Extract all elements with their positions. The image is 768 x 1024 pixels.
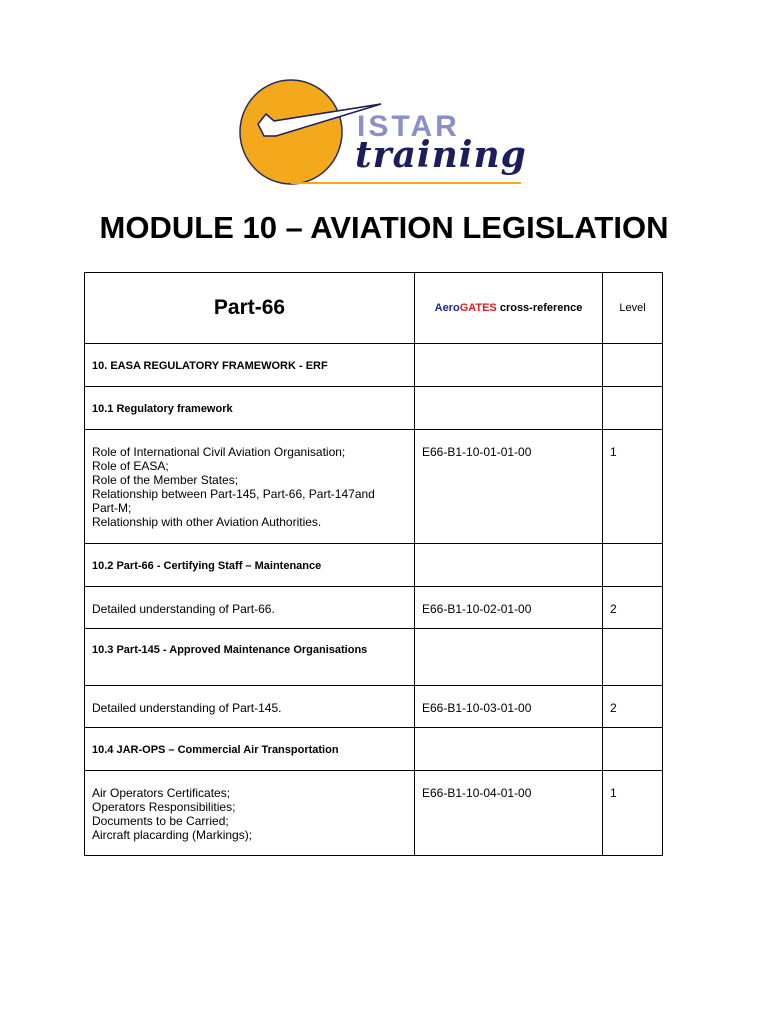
cross-reference-cell xyxy=(415,344,603,387)
section-title: 10.4 JAR-OPS – Commercial Air Transportation xyxy=(85,728,415,771)
topic-line: Documents to be Carried; xyxy=(92,814,229,828)
page-title: MODULE 10 – AVIATION LEGISLATION xyxy=(99,210,669,245)
topic-line: Relationship with other Aviation Authorities. xyxy=(92,515,322,529)
section-title: 10. EASA REGULATORY FRAMEWORK - ERF xyxy=(85,344,415,387)
level-cell xyxy=(603,387,663,430)
cross-reference-cell xyxy=(415,387,603,430)
header-xref-rest: cross-reference xyxy=(496,302,583,314)
level-cell: 2 xyxy=(603,686,663,728)
topic-description xyxy=(85,587,415,629)
section-row xyxy=(85,387,663,430)
topic-description xyxy=(85,686,415,728)
topic-line: Role of International Civil Aviation Organisation; xyxy=(92,445,346,459)
level-cell: 2 xyxy=(603,587,663,629)
topic-line: Air Operators Certificates; xyxy=(92,786,231,800)
syllabus-table xyxy=(84,272,663,856)
header-part: Part-66 xyxy=(85,273,415,344)
section-row xyxy=(85,544,663,587)
section-row xyxy=(85,728,663,771)
table-row xyxy=(85,430,663,544)
cross-reference-cell xyxy=(415,544,603,587)
table-row xyxy=(85,686,663,728)
cross-reference-cell: E66-B1-10-04-01-00 xyxy=(415,771,603,856)
cross-reference-cell xyxy=(415,629,603,686)
topic-description xyxy=(85,430,415,544)
header-level: Level xyxy=(603,273,663,344)
topic-description xyxy=(85,771,415,856)
table-header-row xyxy=(85,273,663,344)
section-row xyxy=(85,629,663,686)
cross-reference-cell: E66-B1-10-03-01-00 xyxy=(415,686,603,728)
level-cell: 1 xyxy=(603,771,663,856)
logo-training-text: training xyxy=(355,134,527,176)
table-row xyxy=(85,587,663,629)
header-gates: GATES xyxy=(459,302,497,314)
topic-line: Detailed understanding of Part-145. xyxy=(92,701,282,715)
level-cell: 1 xyxy=(603,430,663,544)
level-cell xyxy=(603,544,663,587)
cross-reference-cell: E66-B1-10-02-01-00 xyxy=(415,587,603,629)
topic-line: Detailed understanding of Part-66. xyxy=(92,602,275,616)
section-row xyxy=(85,344,663,387)
topic-line: Part-M; xyxy=(92,501,132,515)
topic-line: Relationship between Part-145, Part-66, Part-147and xyxy=(92,487,375,501)
topic-line: Aircraft placarding (Markings); xyxy=(92,828,253,842)
logo-istar-text: ISTAR xyxy=(357,110,460,143)
section-title: 10.1 Regulatory framework xyxy=(85,387,415,430)
level-cell xyxy=(603,728,663,771)
section-title: 10.3 Part-145 - Approved Maintenance Organisations xyxy=(85,629,415,686)
level-cell xyxy=(603,629,663,686)
table-body xyxy=(85,344,663,856)
header-cross-reference xyxy=(415,273,603,344)
topic-line: Role of the Member States; xyxy=(92,473,239,487)
cross-reference-cell xyxy=(415,728,603,771)
header-aero: Aero xyxy=(434,302,460,314)
section-title: 10.2 Part-66 - Certifying Staff – Maintenance xyxy=(85,544,415,587)
cross-reference-cell: E66-B1-10-01-01-00 xyxy=(415,430,603,544)
level-cell xyxy=(603,344,663,387)
table-row xyxy=(85,771,663,856)
topic-line: Role of EASA; xyxy=(92,459,169,473)
topic-line: Operators Responsibilities; xyxy=(92,800,236,814)
